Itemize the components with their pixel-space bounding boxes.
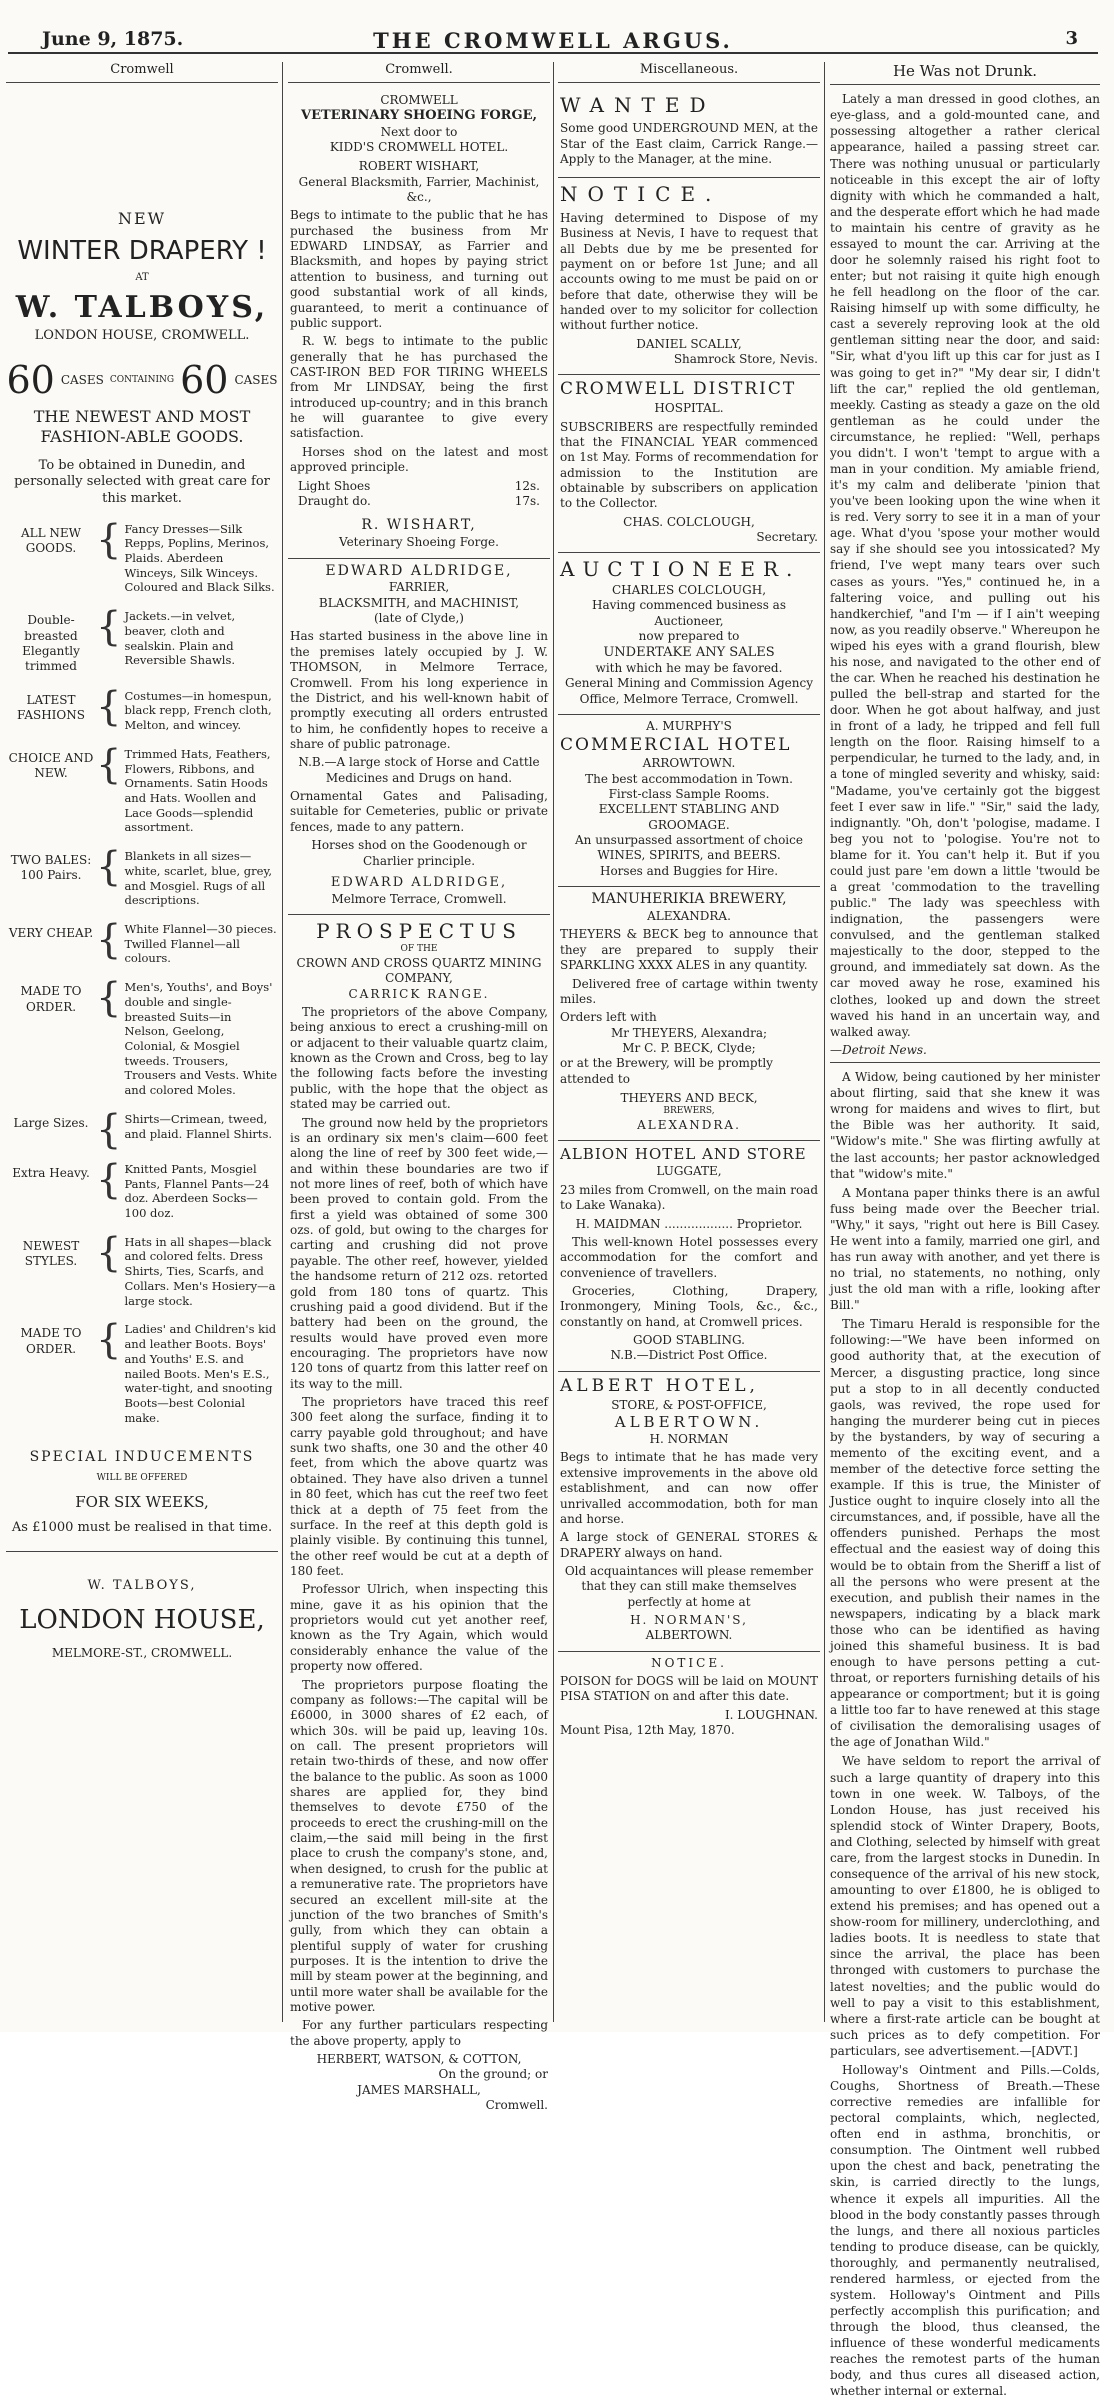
- brace: {: [96, 975, 122, 1022]
- ea-body: Has started business in the above line in the premises lately occupied by J. W. THOMSON, in Melmore Terrace, Cromwell. From his long experience in the District, and his well-known habit of promptly executing all orders entrusted to him, he confidently hopes to receive a share of public patronage.: [290, 629, 548, 751]
- ea-farrier: FARRIER,: [388, 580, 450, 595]
- ad-newest-goods: THE NEWEST AND MOST FASHION-ABLE GOODS.: [33, 406, 251, 447]
- ad-hospital: [558, 375, 820, 553]
- ea-nb: N.B.—A large stock of Horse and Cattle Medicines and Drugs on hand.: [298, 755, 540, 785]
- ad-dunedin: To be obtained in Dunedin, and personally selected with great care for this market.: [14, 457, 270, 506]
- comm-town: ARROWTOWN.: [642, 756, 736, 771]
- column-head: Miscellaneous.: [558, 62, 820, 83]
- ea-late: (late of Clyde,): [374, 611, 464, 626]
- poison-body: POISON for DOGS will be laid on MOUNT PISA STATION on and after this date.: [560, 1674, 818, 1704]
- six-weeks: FOR SIX WEEKS,: [75, 1492, 209, 1511]
- story-montana: A Montana paper thinks there is an awful fuss being made over the Beecher trial. "Why," it says, "right out here is Bill Casey. He went into a family, married one girl, and has run away with another, and yet there is no trial, no statements, no nothing, only just the old man with a rifle, looking after Bill.": [830, 1185, 1100, 1313]
- auct-name: CHARLES COLCLOUGH,: [611, 583, 767, 598]
- brace: {: [96, 1229, 122, 1276]
- ea-trade: BLACKSMITH, and MACHINIST,: [318, 595, 520, 610]
- will-be-offered: WILL BE OFFERED: [96, 1473, 188, 1484]
- goods-items: Blankets in all sizes—white, scarlet, blue, grey, and Mosgiel. Rugs of all descriptions.: [124, 849, 273, 908]
- goods-label: MADE TO ORDER.: [20, 1326, 82, 1356]
- auct-l4: with which he may be favored.: [595, 661, 783, 676]
- column-rule: [824, 62, 825, 2022]
- column-rule: [282, 62, 283, 2022]
- albion-body: This well-known Hotel possesses every accommodation for the comfort and convenience of travellers.: [560, 1234, 818, 1280]
- goods-items: Trimmed Hats, Feathers, Flowers, Ribbons, and Ornaments. Satin Hoods and Hats. Woollen and Lace Goods—splendid assortment.: [124, 746, 271, 835]
- brace: {: [96, 604, 122, 651]
- albert-town: ALBERTOWN.: [614, 1412, 764, 1431]
- ad-auctioneer: [558, 553, 820, 715]
- column-2: [288, 62, 550, 2113]
- notice-address: Shamrock Store, Nevis.: [673, 352, 818, 367]
- masthead: [8, 24, 1098, 54]
- ad-commercial-hotel: [558, 715, 820, 887]
- sig-name: W. TALBOYS,: [87, 1577, 197, 1593]
- hosp-sig: CHAS. COLCLOUGH,: [623, 514, 755, 529]
- newspaper-title: THE CROMWELL ARGUS.: [373, 28, 733, 53]
- story-talboys: We have seldom to report the arrival of such a large quantity of drapery into this town in one week. W. Talboys, of the London House, has just received his splendid stock of Winter Drapery, Boots, and Clothing, selected by himself with great care, from the largest stocks in Dunedin. In consequence of the arrival of his new stock, amounting to over £1800, he is obliged to extend his premises; and has opened out a show-room for millinery, underclothing, and ladies boots. It is needless to state that since the arrival, the place has been thronged with customers to purchase the latest novelties; and the public would do well to pay a visit to this establishment, where a first-rate article can be bought at such prices as to defy competition. For particulars, see advertisement.—[ADVT.]: [830, 1754, 1100, 2058]
- comm-l1: The best accommodation in Town.: [585, 771, 793, 786]
- forge-title: VETERINARY SHOEING FORGE,: [300, 107, 538, 123]
- ad-albion: [558, 1141, 820, 1372]
- pros-of: OF THE: [400, 944, 438, 955]
- goods-row: [6, 683, 278, 733]
- brace: {: [96, 516, 122, 563]
- goods-row: [6, 975, 278, 1098]
- notice-title: NOTICE.: [560, 182, 722, 207]
- pros-p3: The proprietors have traced this reef 300 feet along the surface, finding it to carry payable gold throughout; and have sunk two shafts, one 30 and the other 40 feet, from which the above quartz was obtained. They have also driven a tunnel in 80 feet, which has cut the reef two feet thick at a depth of 75 feet from the surface. In the reef at this depth gold is plainly visible. By continuing this tunnel, the other reef would be cut at a depth of 180 feet.: [290, 1395, 548, 1578]
- ad-notice-scally: [558, 178, 820, 375]
- ad-prospectus: [288, 915, 550, 2121]
- story-widow: A Widow, being cautioned by her minister about flirting, said that she knew it was wrong for maidens and wives to flirt, but the Bible was her authority. It said, "Widow's mite." She was flirting awfully at the last accounts; her pastor acknowledged that "widow's mite.": [830, 1070, 1100, 1181]
- ad-albert: [558, 1372, 820, 1652]
- albert-sig2: ALBERTOWN.: [645, 1628, 733, 1643]
- story-timaru: The Timaru Herald is responsible for the following:—"We have been informed on good authority that, at the execution of Mercer, a disgusting practice, long since put a stop to in all decently conducted gaols, was revived, the rope used for hanging the murderer being cut in pieces by the bystanders, by way of securing a memento of the exciting event, and a member of the detective force setting the example. If this is true, the Minister of Justice ought to inquire closely into all the circumstances, and, if possible, have all the offenders punished. Perhaps the most effectual and the easiest way of doing this would be to obtain from the Sheriff a list of all the persons who were present at the execution, and publish their names in the newspapers, indicating by a black mark those who can be identified as having joined this shameful business. It is bad enough to have persons petting a cut-throat, or reporters furnishing details of his appearance or comportment; but it is going a little too far to have renewed at this stage of civilisation the demoralising usages of the age of Jonathan Wild.": [830, 1317, 1100, 1750]
- forge-hotel: KIDD'S CROMWELL HOTEL.: [329, 139, 509, 154]
- pros-s4: Cromwell.: [485, 2098, 548, 2113]
- brace: {: [96, 741, 122, 788]
- goods-row: [6, 1106, 278, 1153]
- forge-rw: R. W. begs to intimate to the public generally that he has purchased the CAST-IRON BED FOR TIRING WHEELS from Mr LINDSAY, being the first introduced up-country; and in this branch he will guarantee to give every satisfaction.: [290, 334, 548, 441]
- brace: {: [96, 683, 122, 730]
- goods-items: Jackets.—in velvet, beaver, cloth and sealskin. Plain and Reversible Shawls.: [124, 609, 236, 668]
- albert-old: Old acquaintances will please remember that they can still make themselves perfectly at home at: [564, 1563, 814, 1609]
- comm-title: COMMERCIAL HOTEL: [560, 734, 792, 755]
- auct-l2: now prepared to: [638, 629, 740, 644]
- ea-name: EDWARD ALDRIDGE,: [325, 562, 513, 579]
- forge-owner: ROBERT WISHART,: [358, 159, 480, 174]
- brew-sig: THEYERS AND BECK,: [620, 1091, 758, 1106]
- albion-loc: 23 miles from Cromwell, on the main road to Lake Wanaka).: [560, 1182, 818, 1213]
- pros-p2: The ground now held by the proprietors is an ordinary six men's claim—600 feet along the line of reef by 300 feet wide,—and within these boundaries are two if not more lines of reef, both of which have been proved to contain gold. From the first a yield was obtained of some 300 ozs. of gold, but owing to the charges for carting and crushing did not prove payable. The other reef, however, yielded the handsome return of 212 ozs. retorted gold from 180 tons of quartz. This crushing paid a good dividend. But if the battery had been on the ground, the results would have proved even more encouraging. The proprietors have now 120 tons of quartz from this latter reef on its way to the mill.: [290, 1115, 548, 1391]
- goods-label: TWO BALES: 100 Pairs.: [10, 853, 92, 883]
- column-head: Cromwell.: [288, 62, 550, 83]
- goods-items: Men's, Youths', and Boys' double and single-breasted Suits—in Nelson, Geelong, Colonial, & Mosgiel tweeds. Trousers, Trousers and Vests. White and colored Moles.: [124, 980, 278, 1098]
- price-draught: Draught do. 17s.: [298, 493, 540, 508]
- brew-body: THEYERS & BECK beg to announce that they are prepared to supply their SPARKLING XXXX ALES in any quantity.: [560, 927, 818, 973]
- brew-o2: Mr C. P. BECK, Clyde;: [622, 1040, 756, 1055]
- albion-stabling: GOOD STABLING.: [633, 1333, 745, 1348]
- brew-sig3: ALEXANDRA.: [637, 1117, 741, 1132]
- albert-name: H. NORMAN: [649, 1432, 729, 1447]
- story-drunk: Lately a man dressed in good clothes, an eye-glass, and a gold-mounted cane, and possessing altogether a rather clerical appearance, hailed a passing street car. There was nothing unusual or particularly noticeable in this except the air of lofty dignity with which he commanded a halt, and the desperate effort which he had made to maintain his centre of gravity as he essayed to mount the car. Arriving at the door he solemnly raised his right foot to enter; but not raising it quite high enough he fell headlong on the floor of the car. Raising himself up with some difficulty, he cast a severely reproving look at the old gentleman sitting near the door, and said: "Sir, what d'you lift up this car for just as I was going to get in?" "My dear sir, I didn't lift the car," replied the old gentleman, meekly. Casting as steady a gaze on the old gentleman as he could under the circumstance, he replied: "Well, perhaps you didn't. I won't 'tempt to argue with a man in your condition. My amiable friend, it's my calm and deliberate 'pinion that you've been looking upon the wine when it is red. Very sorry to see it in a man of your age. What d'you 'spose your mother would say if she should see you intossicated? My friend, I've wept many tears over such cases as yours. "Yes," continued he, in a faltering voice, and pulling out his handkerchief, "and I'm — if I ain't weeping now, as you readily observe." Whereupon he wiped his eyes with a grand flourish, blew his nose, and navigated to the other end of the car. When he reached his destination he pulled the bell-strap and started for the door. When he got about halfway, and just in front of a lady, he tripped and fell full length on the floor. Raising himself to a perpendicular, he turned to the lady, and, in a tone of mingled severity and whisky, said: "Madame, you've certainly got the biggest feet I ever saw in life." "Sir," said the lady, indignantly. "Oh, don't 'pologise, madame. I beg you not to 'pologise. You're not to blame for it. You can't help it. But if you could just pare 'em down a little 'twould be a great 'commodation to the travelling public." The lady was speechless with indignation, the passengers were convulsed, and the gentleman stalked majestically to the door, stepped to the ground, and immediately sat down. As the car moved away he rose, examined his clothes, looked up and down the street waved his hand in an uncertain way, and walked away.: [830, 92, 1100, 1039]
- goods-label: Large Sizes.: [13, 1115, 89, 1130]
- wishart-sub: Veterinary Shoeing Forge.: [339, 535, 499, 550]
- wishart-sig: R. WISHART,: [361, 517, 477, 534]
- column-1: [6, 62, 278, 2022]
- goods-list: [6, 516, 278, 1426]
- goods-row: [6, 1156, 278, 1221]
- poison-date: Mount Pisa, 12th May, 1870.: [560, 1723, 735, 1738]
- albion-prop: H. MAIDMAN .................. Proprietor.: [575, 1216, 803, 1231]
- story-source: —Detroit News.: [830, 1043, 1100, 1063]
- poison-sig: I. LOUGHNAN.: [724, 1707, 818, 1722]
- column-3: [558, 62, 820, 2022]
- goods-items: Knitted Pants, Mosgiel Pants, Flannel Pants—24 doz. Aberdeen Socks—100 doz.: [124, 1161, 270, 1221]
- brace: {: [96, 844, 122, 891]
- pros-company: CROWN AND CROSS QUARTZ MINING COMPANY,: [296, 955, 542, 986]
- goods-items: White Flannel—30 pieces. Twilled Flannel—all colours.: [124, 921, 277, 966]
- goods-label: ALL NEW GOODS.: [20, 525, 81, 555]
- goods-items: Fancy Dresses—Silk Repps, Poplins, Merinos, Plaids. Aberdeen Winceys, Silk Winceys. Coloured and Black Silks.: [124, 521, 275, 595]
- sig-address: MELMORE-ST., CROMWELL.: [51, 1645, 233, 1660]
- pros-p4: Professor Ulrich, when inspecting this mine, gave it as his opinion that the proprietors would cut yet another reef, known as the Try Again, which would considerably enhance the value of the property now offered.: [290, 1582, 548, 1674]
- albert-sig: H. NORMAN'S,: [630, 1613, 748, 1628]
- goods-row: [6, 604, 278, 674]
- pros-s2: On the ground; or: [438, 2067, 548, 2082]
- story-holloway: Holloway's Ointment and Pills.—Colds, Coughs, Shortness of Breath.—These corrective remedies are infallible for pectoral complaints, which, neglected, often end in asthma, bronchitis, or consumption. The Ointment well rubbed upon the chest and back, penetrating the skin, is carried directly to the lungs, whence it expels all impurities. All the blood in the body constantly passes through the lungs, and there all noxious particles tending to produce disease, can be quickly, thoroughly, and permanently neutralised, rendered harmless, or ejected from the system. Holloway's Ointment and Pills perfectly accomplish this purification; and through the blood, thus cleansed, the influence of these wonderful medicaments reaches the remotest parts of the human body, and thus cures all diseased action, whether internal or external.: [830, 2062, 1100, 2399]
- containing: CONTAINING: [109, 374, 175, 385]
- ad-at: AT: [135, 272, 149, 284]
- goods-row: [6, 844, 278, 908]
- ad-brewery: [558, 887, 820, 1141]
- murphy: A. MURPHY'S: [646, 719, 732, 734]
- issue-date: June 9, 1875.: [42, 28, 184, 50]
- auct-l5: General Mining and Commission Agency Office, Melmore Terrace, Cromwell.: [565, 676, 813, 706]
- brew-title: MANUHERIKIA BREWERY,: [591, 891, 787, 908]
- page-number: 3: [1065, 28, 1078, 49]
- ea-gates: Ornamental Gates and Palisading, suitable for Cemeteries, public or private fences, made to any pattern.: [290, 789, 548, 834]
- sig-house: LONDON HOUSE,: [19, 1605, 265, 1636]
- comm-l3: EXCELLENT STABLING AND GROOMAGE.: [598, 802, 780, 832]
- brew-sig2: BREWERS,: [663, 1106, 715, 1117]
- albion-nb: N.B.—District Post Office.: [610, 1348, 768, 1363]
- forge-body: Begs to intimate to the public that he has purchased the business from Mr EDWARD LINDSAY, as Farrier and Blacksmith, and hopes by paying strict attention to business, and turning out good substantial work of all kinds, guaranteed, to merit a continuance of public support.: [290, 208, 548, 330]
- ad-poison-notice: [558, 1652, 820, 1746]
- goods-label: CHOICE AND NEW.: [8, 750, 94, 781]
- forge-next: Next door to: [380, 124, 458, 139]
- ad-aldridge: [288, 559, 550, 915]
- pros-s1: HERBERT, WATSON, & COTTON,: [316, 2052, 522, 2067]
- ad-new: NEW: [117, 208, 167, 228]
- pros-title: PROSPECTUS: [316, 918, 522, 943]
- goods-row: [6, 516, 278, 596]
- forge-town: CROMWELL: [380, 92, 458, 107]
- pros-s3: JAMES MARSHALL,: [357, 2082, 481, 2097]
- auct-l3: UNDERTAKE ANY SALES: [603, 644, 775, 660]
- goods-label: VERY CHEAP.: [8, 925, 94, 940]
- brew-o1: Mr THEYERS, Alexandra;: [610, 1025, 768, 1040]
- auct-l1: Having commenced business as Auctioneer,: [592, 598, 786, 628]
- hosp-sub: HOSPITAL.: [654, 401, 724, 416]
- story-headline: He Was not Drunk.: [830, 62, 1100, 85]
- goods-row: [6, 741, 278, 835]
- wanted-body: Some good UNDERGROUND MEN, at the Star of the East claim, Carrick Range.—Apply to the Manager, at the mine.: [560, 121, 818, 166]
- goods-items: Hats in all shapes—black and colored felts. Dress Shirts, Ties, Scarfs, and Collars. Men's Hosiery—a large stock.: [124, 1234, 276, 1308]
- hosp-title: CROMWELL DISTRICT: [560, 379, 797, 400]
- pros-range: CARRICK RANGE.: [348, 986, 490, 1001]
- ad-sixty-cases: [6, 356, 278, 405]
- comm-l2: First-class Sample Rooms.: [608, 787, 770, 802]
- brew-o3: or at the Brewery, will be promptly attended to: [560, 1056, 773, 1086]
- albion-town: LUGGATE,: [656, 1164, 722, 1179]
- ea-sig: EDWARD ALDRIDGE,: [330, 874, 508, 890]
- pros-p6: For any further particulars respecting the above property, apply to: [290, 2018, 548, 2048]
- ea-horses: Horses shod on the Goodenough or Charlier principle.: [311, 838, 527, 868]
- ad-talboys: W. TALBOYS,: [15, 290, 269, 326]
- goods-label: Extra Heavy.: [12, 1165, 90, 1180]
- cases-left: CASES: [60, 372, 104, 387]
- brace: {: [96, 1156, 122, 1203]
- goods-row: [6, 1317, 278, 1425]
- albion-goods: Groceries, Clothing, Drapery, Ironmongery, Mining Tools, &c., &c., constantly on hand, at Cromwell prices.: [560, 1283, 818, 1329]
- auct-title: AUCTIONEER.: [560, 557, 801, 582]
- comm-l4: An unsurpassed assortment of choice WINES, SPIRITS, and BEERS.: [575, 833, 803, 863]
- hosp-body: SUBSCRIBERS are respectfully reminded that the FINANCIAL YEAR commenced on 1st May. Forms of recommendation for admission to the Institution are obtainable by subscribers on application to the Collector.: [560, 419, 818, 511]
- ad-winter-drapery: WINTER DRAPERY !: [17, 236, 267, 267]
- column-4: [830, 62, 1100, 2399]
- ad-veterinary-forge: [288, 89, 550, 559]
- special-inducements: SPECIAL INDUCEMENTS: [29, 1449, 255, 1466]
- albert-body: Begs to intimate that he has made very extensive improvements in the above old establishment, and can now offer unrivalled accommodation, both for man and horse.: [560, 1450, 818, 1526]
- brew-town: ALEXANDRA.: [647, 909, 731, 924]
- hosp-role: Secretary.: [756, 530, 818, 545]
- goods-items: Costumes—in homespun, black repp, French cloth, Melton, and wincey.: [124, 688, 272, 733]
- goods-items: Shirts—Crimean, tweed, and plaid. Flannel Shirts.: [124, 1111, 273, 1141]
- albion-title: ALBION HOTEL AND STORE: [560, 1145, 807, 1164]
- goods-label: LATEST FASHIONS: [17, 692, 85, 722]
- ad-wanted: [558, 89, 820, 179]
- sixty-right: 60: [180, 358, 229, 403]
- brace: {: [96, 916, 122, 963]
- realised: As £1000 must be realised in that time.: [11, 1520, 273, 1535]
- cases-right: CASES: [234, 372, 278, 387]
- albert-title: ALBERT HOTEL,: [560, 1375, 759, 1396]
- goods-label: NEWEST STYLES.: [22, 1238, 80, 1269]
- column-head: Cromwell: [6, 62, 278, 83]
- notice-sig: DANIEL SCALLY,: [636, 336, 742, 351]
- albert-sub: STORE, & POST-OFFICE,: [611, 1397, 767, 1412]
- goods-row: [6, 1229, 278, 1309]
- albert-stock: A large stock of GENERAL STORES & DRAPERY always on hand.: [560, 1530, 818, 1560]
- column-rule: [553, 62, 554, 2022]
- goods-items: Ladies' and Children's kid and leather Boots. Boys' and Youths' E.S. and nailed Boots. Men's E.S., water-tight, and snooting Boots—best Colonial make.: [124, 1322, 277, 1425]
- brace: {: [96, 1106, 122, 1153]
- forge-horses: Horses shod on the latest and most approved principle.: [290, 444, 548, 475]
- notice-body: Having determined to Dispose of my Business at Nevis, I have to request that all Debts due by me be presented for payment on or before 1st June; and all accounts owing to me must be paid on or before that date, otherwise they will be handed over to my solicitor for collection without further notice.: [560, 210, 818, 333]
- poison-title: NOTICE.: [651, 1655, 727, 1670]
- pros-p5: The proprietors purpose floating the company as follows:—The capital will be £6000, in 3000 shares of £2 each, of which 30s. will be paid up, leaving 10s. on call. The present proprietors will retain two-thirds of these, and now offer the balance to the public. As soon as 1000 shares are applied for, they bind themselves to devote £750 of the proceeds to erect the crushing-mill on the claim,—the said mill being in the first place to crush the company's stone, and, when designed, to crush for the public at a remunerative rate. The proprietors have secured an excellent mill-site at the junction of the two branches of Smith's gully, from which they can obtain a plentiful supply of water for crushing purposes. It is the intention to drive the mill by steam power at the beginning, and until more water shall be available for the motive power.: [290, 1677, 548, 2015]
- comm-l5: Horses and Buggies for Hire.: [599, 863, 779, 878]
- brew-delivery: Delivered free of cartage within twenty miles.: [560, 976, 818, 1006]
- ea-address: Melmore Terrace, Cromwell.: [331, 891, 507, 906]
- goods-label: Double-breasted Elegantly trimmed: [22, 613, 80, 674]
- brace: {: [96, 1317, 122, 1364]
- goods-label: MADE TO ORDER.: [20, 984, 82, 1014]
- sixty-left: 60: [6, 358, 55, 403]
- goods-row: [6, 916, 278, 966]
- pros-p1: The proprietors of the above Company, being anxious to erect a crushing-mill on or adjacent to their valuable quartz claim, known as the Crown and Cross, beg to lay the following facts before the investing public, with the hope that the object as stated may be carried out.: [290, 1005, 548, 1112]
- wanted-title: WANTED: [560, 92, 716, 117]
- price-light: Light Shoes 12s.: [298, 478, 540, 493]
- forge-trade: General Blacksmith, Farrier, Machinist, &c.,: [298, 174, 540, 205]
- brew-orders: Orders left with: [560, 1010, 657, 1025]
- ad-london-house: LONDON HOUSE, CROMWELL.: [34, 327, 250, 343]
